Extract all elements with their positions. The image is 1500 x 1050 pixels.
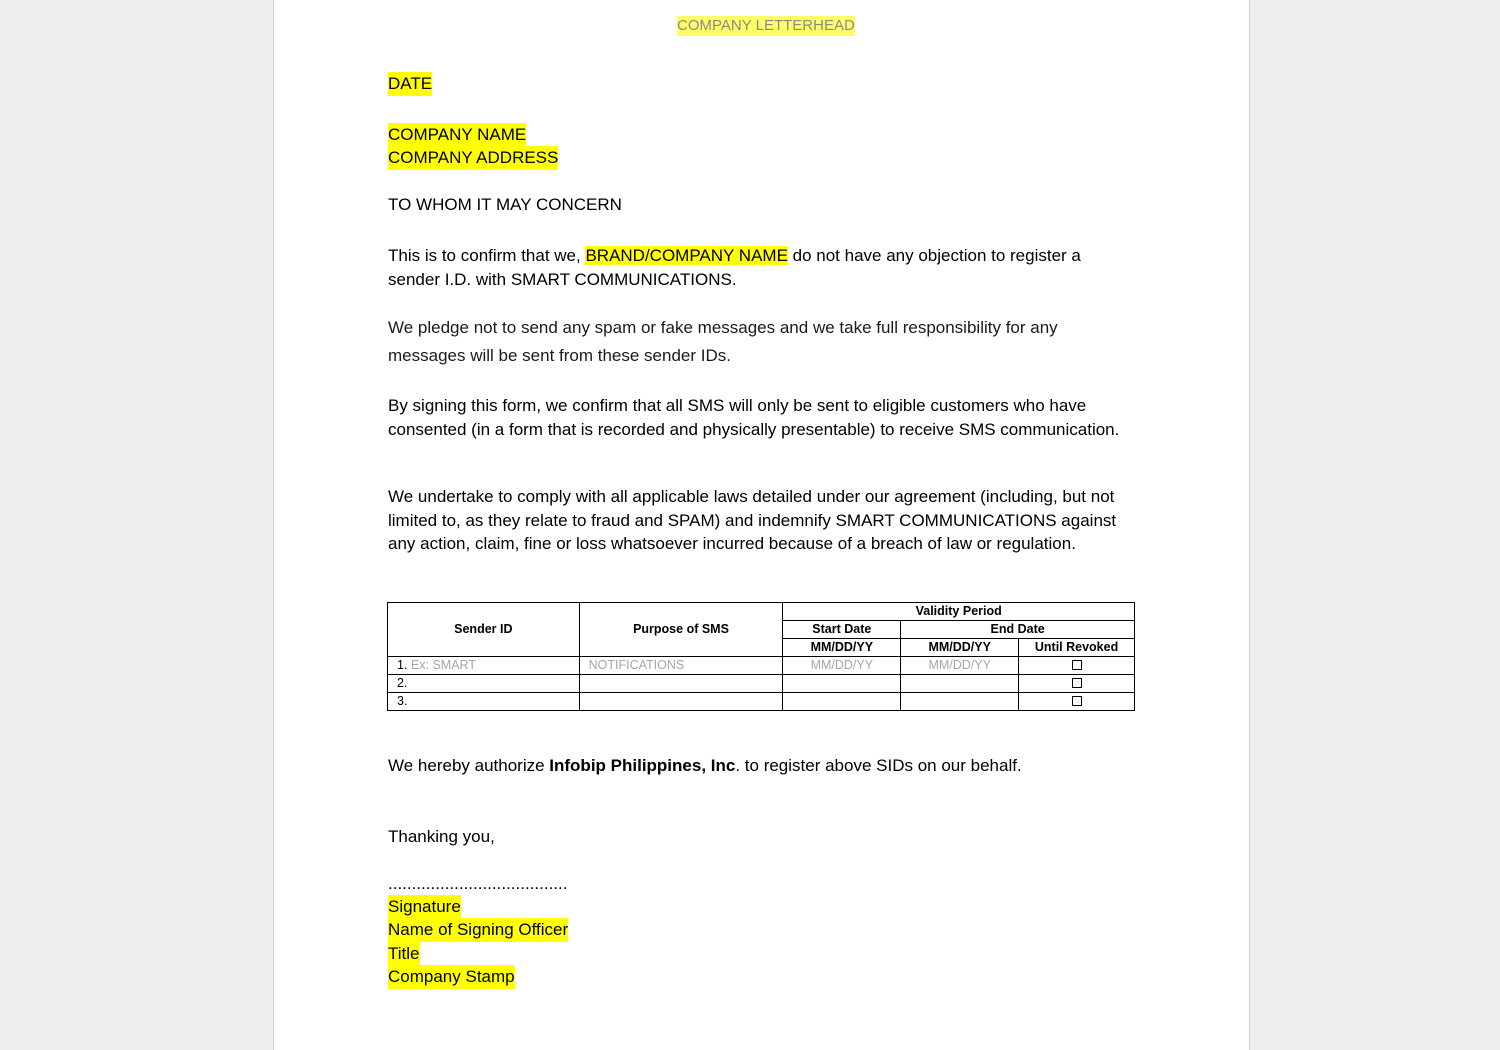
header-until-revoked: Until Revoked [1019, 639, 1135, 657]
header-end-date: End Date [901, 621, 1135, 639]
company-address-placeholder[interactable]: COMPANY ADDRESS [388, 146, 558, 170]
sender-id-cell[interactable] [388, 657, 580, 675]
salutation: TO WHOM IT MAY CONCERN [388, 195, 622, 214]
title-placeholder[interactable]: Title [388, 942, 420, 966]
purpose-cell[interactable] [579, 675, 783, 693]
brand-company-name-placeholder[interactable]: BRAND/COMPANY NAME [585, 246, 788, 265]
paragraph-consent: By signing this form, we confirm that all SMS will only be sent to eligible customers who have consented (in a form that is recorded and physically presentable) to receive SMS communication. [388, 396, 1120, 439]
signature-placeholder[interactable]: Signature [388, 895, 461, 919]
sender-id-table [387, 602, 1135, 711]
start-date-cell[interactable] [783, 675, 901, 693]
para1-text-end: do not have any objection to register a sender I.D. with SMART COMMUNICATIONS. [388, 246, 1081, 289]
end-date-cell[interactable] [901, 675, 1019, 693]
until-revoked-cell [1019, 657, 1135, 675]
sender-id-cell[interactable] [388, 675, 580, 693]
table-row [388, 693, 1135, 711]
table-row [388, 675, 1135, 693]
authorization-statement [388, 754, 1022, 778]
header-start-date-format: MM/DD/YY [783, 639, 901, 657]
header-sender-id: Sender ID [388, 603, 580, 657]
table-row [388, 657, 1135, 675]
row-number: 1. [397, 658, 408, 672]
header-purpose: Purpose of SMS [579, 603, 783, 657]
signature-line: ...................................... [388, 874, 568, 893]
authorized-company: Infobip Philippines, Inc [549, 756, 736, 775]
closing: Thanking you, [388, 827, 495, 846]
company-name-placeholder[interactable]: COMPANY NAME [388, 123, 526, 147]
purpose-cell[interactable]: NOTIFICATIONS [579, 657, 783, 675]
authorize-text-end: . to register above SIDs on our behalf. [735, 756, 1022, 775]
until-revoked-checkbox[interactable] [1072, 660, 1082, 670]
header-start-date: Start Date [783, 621, 901, 639]
date-placeholder[interactable]: DATE [388, 72, 432, 96]
until-revoked-checkbox[interactable] [1072, 696, 1082, 706]
company-stamp-placeholder[interactable]: Company Stamp [388, 965, 515, 989]
document-page [273, 0, 1250, 1050]
until-revoked-checkbox[interactable] [1072, 678, 1082, 688]
sender-id-placeholder: Ex: SMART [410, 658, 476, 672]
until-revoked-cell [1019, 675, 1135, 693]
row-number: 2. [397, 676, 408, 690]
row-number: 3. [397, 694, 408, 708]
purpose-cell[interactable] [579, 693, 783, 711]
paragraph-pledge: We pledge not to send any spam or fake messages and we take full responsibility for any messages will be sent from these sender IDs. [388, 318, 1058, 365]
end-date-cell[interactable]: MM/DD/YY [901, 657, 1019, 675]
paragraph-confirmation [388, 244, 1113, 291]
until-revoked-cell [1019, 693, 1135, 711]
start-date-cell[interactable]: MM/DD/YY [783, 657, 901, 675]
header-end-date-format: MM/DD/YY [901, 639, 1019, 657]
header-validity-period: Validity Period [783, 603, 1135, 621]
authorize-text-start: We hereby authorize [388, 756, 550, 775]
sender-id-cell[interactable] [388, 693, 580, 711]
para1-text-start: This is to confirm that we, [388, 246, 586, 265]
signing-officer-placeholder[interactable]: Name of Signing Officer [388, 918, 568, 942]
letterhead-placeholder[interactable]: COMPANY LETTERHEAD [677, 17, 855, 34]
end-date-cell[interactable] [901, 693, 1019, 711]
paragraph-compliance: We undertake to comply with all applicable laws detailed under our agreement (including, but not limited to, as they relate to fraud and SPAM) and indemnify SMART COMMUNICATIONS against any action, claim, fine or loss whatsoever incurred because of a breach of law or regulation. [388, 487, 1117, 553]
start-date-cell[interactable] [783, 693, 901, 711]
